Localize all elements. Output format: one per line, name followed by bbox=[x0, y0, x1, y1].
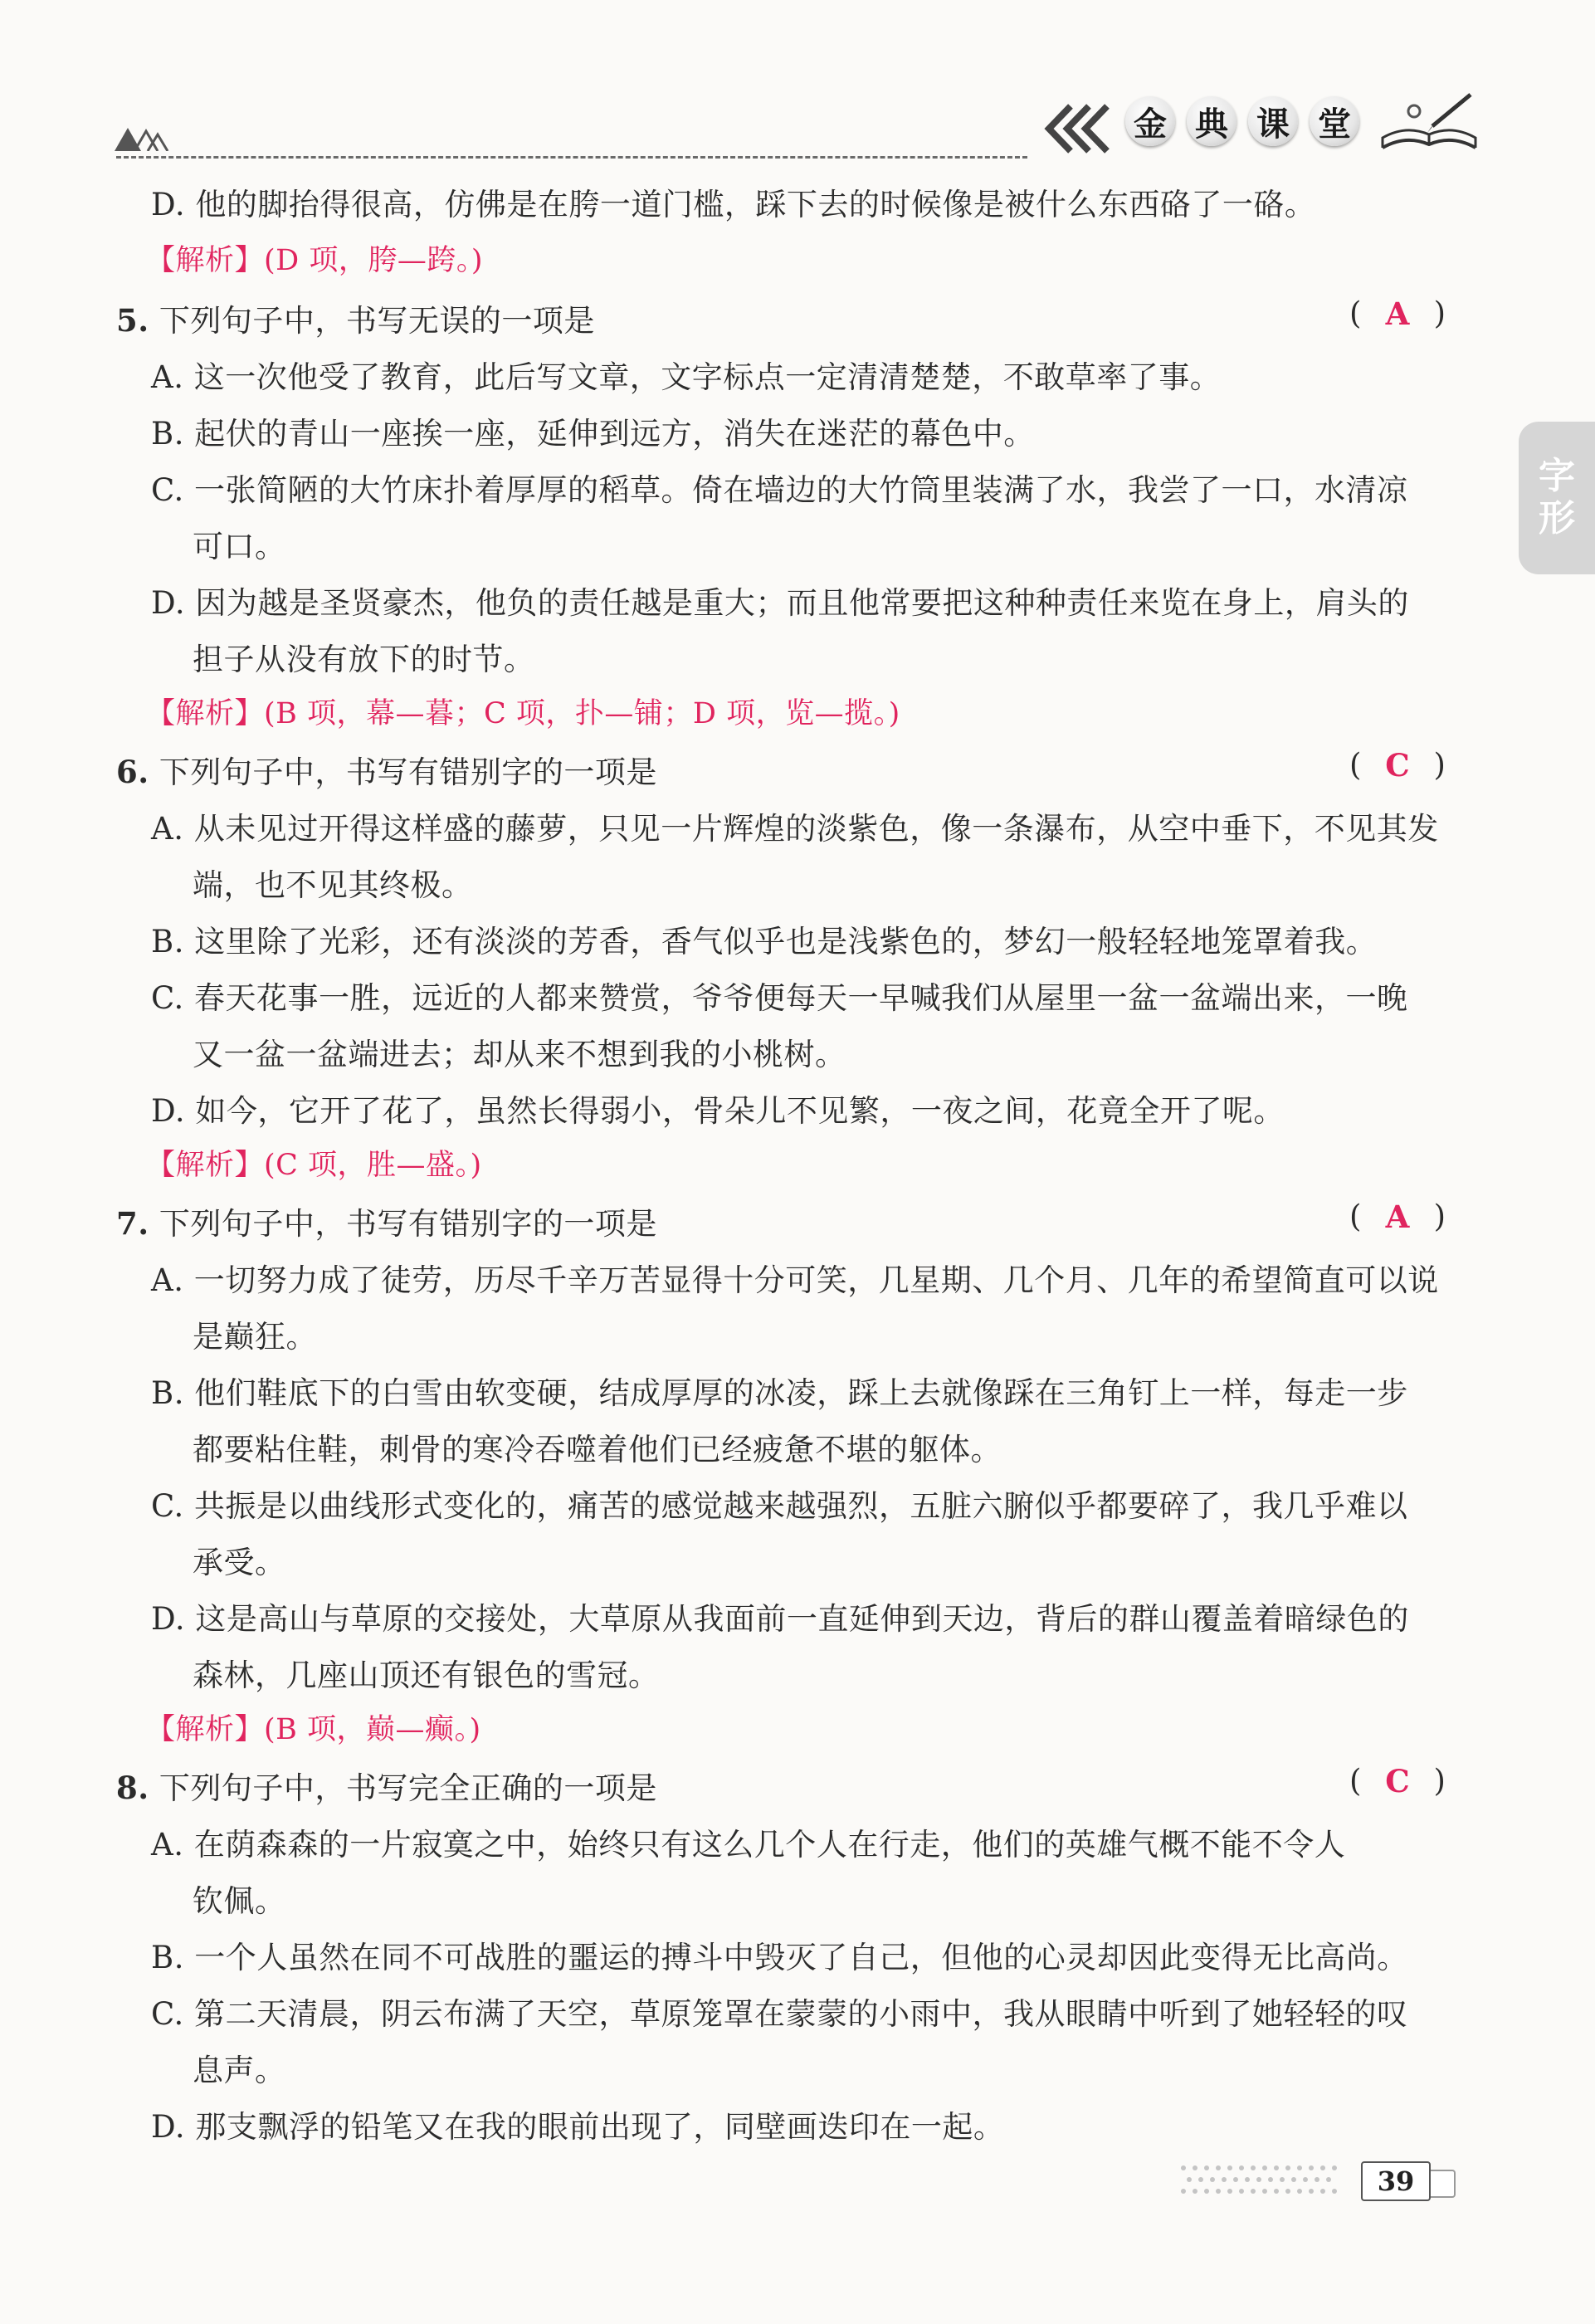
side-tab-zixing bbox=[1519, 422, 1595, 574]
answer-letter: C bbox=[1385, 1763, 1410, 1799]
paren-open: ( bbox=[1349, 295, 1362, 331]
mountain-icon bbox=[115, 123, 169, 151]
question-stem: 下列句子中，书写有错别字的一项是 bbox=[159, 754, 657, 790]
option-a: A. 一切努力成了徒劳，历尽千辛万苦显得十分可笑，几星期、几个月、几年的希望简直可以说 bbox=[151, 1262, 1439, 1298]
option-b: B. 起伏的青山一座挨一座，延伸到远方，消失在迷茫的幕色中。 bbox=[151, 416, 1035, 452]
answer-bracket bbox=[1349, 1763, 1446, 1799]
answer-letter: C bbox=[1385, 747, 1410, 784]
option-d: D. 这是高山与草原的交接处，大草原从我面前一直延伸到天边，背后的群山覆盖着暗绿色的 bbox=[151, 1601, 1409, 1637]
paren-close: ) bbox=[1433, 1763, 1446, 1799]
option-a: A. 从未见过开得这样盛的藤萝，只见一片辉煌的淡紫色，像一条瀑布，从空中垂下，不见其发 bbox=[151, 811, 1439, 847]
book-pen-icon bbox=[1378, 90, 1480, 156]
side-tab-char: 形 bbox=[1539, 497, 1575, 540]
question-number: 5. bbox=[116, 302, 149, 339]
paren-open: ( bbox=[1349, 747, 1362, 783]
option-d-cont: 森林，几座山顶还有银色的雪冠。 bbox=[193, 1658, 660, 1693]
brand-char: 堂 bbox=[1310, 96, 1359, 146]
question-number: 8. bbox=[116, 1770, 149, 1806]
dot-pattern-decoration bbox=[1178, 2161, 1344, 2198]
question-number: 6. bbox=[116, 754, 149, 790]
option-d: D. 如今，它开了花了，虽然长得弱小，骨朵儿不见繁，一夜之间，花竟全开了呢。 bbox=[151, 1093, 1285, 1129]
option-b: B. 这里除了光彩，还有淡淡的芳香，香气似乎也是浅紫色的，梦幻一般轻轻地笼罩着我。 bbox=[151, 924, 1378, 959]
option-c-cont: 承受。 bbox=[193, 1545, 286, 1580]
option-a-cont: 钦佩。 bbox=[193, 1883, 286, 1919]
answer-letter: A bbox=[1385, 1199, 1410, 1235]
option-d-cont: 担子从没有放下的时节。 bbox=[193, 642, 535, 677]
paren-close: ) bbox=[1433, 1199, 1446, 1234]
paren-open: ( bbox=[1349, 1763, 1362, 1799]
option-c-cont: 息声。 bbox=[193, 2053, 286, 2088]
paren-close: ) bbox=[1433, 295, 1446, 331]
option-c-cont: 可口。 bbox=[193, 529, 286, 564]
answer-letter: A bbox=[1385, 295, 1410, 332]
analysis: 【解析】(B 项，幕—暮；C 项，扑—铺；D 项，览—揽。) bbox=[146, 697, 900, 730]
brand-title bbox=[1125, 96, 1359, 146]
brand-char: 金 bbox=[1125, 96, 1175, 146]
option-c: C. 共振是以曲线形式变化的，痛苦的感觉越来越强烈，五脏六腑似乎都要碎了，我几乎难以 bbox=[151, 1488, 1408, 1524]
option-a: A. 这一次他受了教育，此后写文章，文字标点一定清清楚楚，不敢草率了事。 bbox=[151, 359, 1222, 395]
question-stem: 下列句子中，书写完全正确的一项是 bbox=[159, 1770, 657, 1806]
option-c: C. 第二天清晨，阴云布满了天空，草原笼罩在蒙蒙的小雨中，我从眼睛中听到了她轻轻的叹 bbox=[151, 1996, 1408, 2032]
option-c-cont: 又一盆一盆端进去；却从来不想到我的小桃树。 bbox=[193, 1037, 846, 1072]
paren-close: ) bbox=[1433, 747, 1446, 783]
option-a: A. 在荫森森的一片寂寞之中，始终只有这么几个人在行走，他们的英雄气概不能不令人 bbox=[151, 1827, 1346, 1863]
question-stem: 下列句子中，书写无误的一项是 bbox=[159, 303, 595, 339]
paren-open: ( bbox=[1349, 1199, 1362, 1234]
option-d: D. 那支飘浮的铅笔又在我的眼前出现了，同壁画迭印在一起。 bbox=[151, 2109, 1005, 2145]
analysis: 【解析】(C 项，胜—盛。) bbox=[146, 1149, 482, 1182]
option-d: D. 他的脚抬得很高，仿佛是在胯一道门槛，踩下去的时候像是被什么东西硌了一硌。 bbox=[151, 187, 1316, 222]
answer-bracket bbox=[1349, 747, 1446, 784]
option-d: D. 因为越是圣贤豪杰，他负的责任越是重大；而且他常要把这种种责任来览在身上，肩头的 bbox=[151, 585, 1409, 621]
question-5 bbox=[116, 295, 595, 340]
header-dashed-rule bbox=[116, 156, 1027, 159]
question-7 bbox=[116, 1199, 657, 1243]
option-a-cont: 端，也不见其终极。 bbox=[193, 867, 473, 903]
option-c: C. 一张简陋的大竹床扑着厚厚的稻草。倚在墙边的大竹筒里装满了水，我尝了一口，水清凉 bbox=[151, 472, 1408, 508]
question-6 bbox=[116, 747, 657, 792]
option-b-cont: 都要粘住鞋，刺骨的寒冷吞噬着他们已经疲惫不堪的躯体。 bbox=[193, 1432, 1002, 1467]
question-stem: 下列句子中，书写有错别字的一项是 bbox=[159, 1206, 657, 1242]
question-number: 7. bbox=[116, 1205, 149, 1242]
page-number-tab bbox=[1431, 2170, 1456, 2198]
analysis: 【解析】(B 项，巅—癫。) bbox=[146, 1713, 481, 1746]
chevrons-icon bbox=[1037, 100, 1117, 158]
brand-char: 课 bbox=[1248, 96, 1298, 146]
question-8 bbox=[116, 1763, 657, 1808]
answer-bracket bbox=[1349, 1199, 1446, 1235]
option-b: B. 他们鞋底下的白雪由软变硬，结成厚厚的冰凌，踩上去就像踩在三角钉上一样，每走一步 bbox=[151, 1375, 1408, 1411]
brand-char: 典 bbox=[1187, 96, 1236, 146]
page-number: 39 bbox=[1361, 2161, 1431, 2201]
option-b: B. 一个人虽然在同不可战胜的噩运的搏斗中毁灭了自己，但他的心灵却因此变得无比高尚。 bbox=[151, 1940, 1408, 1975]
side-tab-char: 字 bbox=[1539, 455, 1575, 498]
analysis: 【解析】(D 项，胯—跨。) bbox=[146, 244, 483, 277]
answer-bracket bbox=[1349, 295, 1446, 332]
option-c: C. 春天花事一胜，远近的人都来赞赏，爷爷便每天一早喊我们从屋里一盆一盆端出来，一晚 bbox=[151, 980, 1408, 1016]
option-a-cont: 是巅狂。 bbox=[193, 1319, 317, 1355]
